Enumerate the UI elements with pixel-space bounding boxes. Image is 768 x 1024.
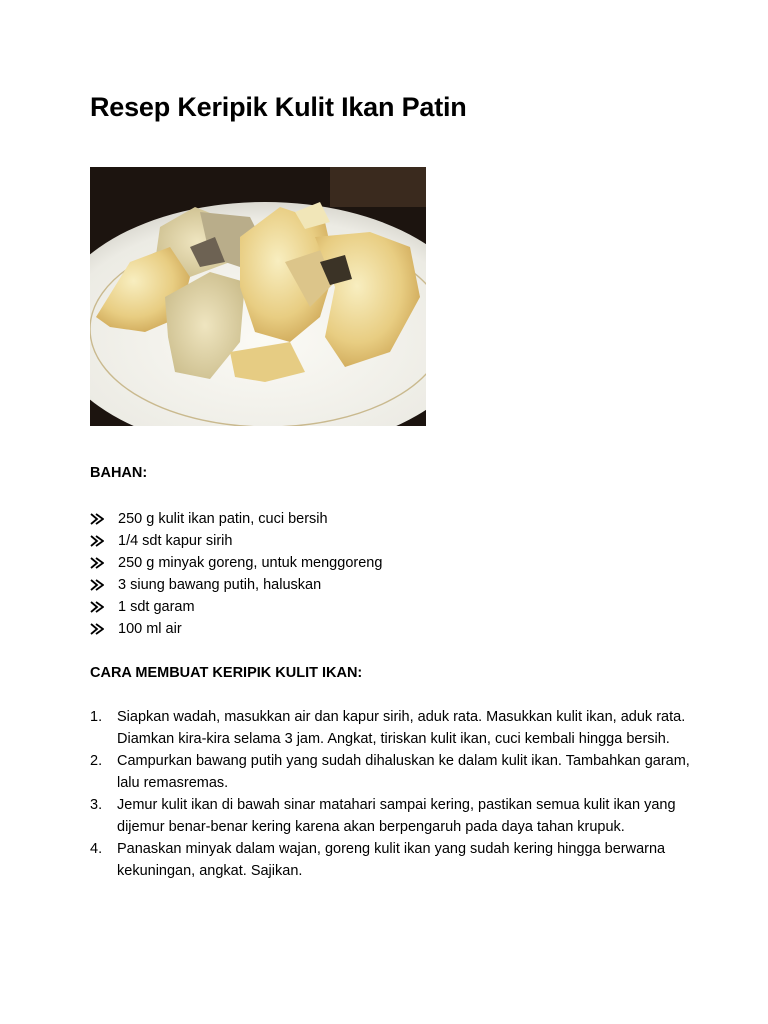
method-step: [90, 838, 690, 882]
step-number: 4.: [90, 841, 103, 857]
arrow-bullet-icon: [90, 557, 104, 569]
ingredient-text: 250 g minyak goreng, untuk menggoreng: [118, 555, 383, 571]
method-steps-list: [90, 706, 690, 882]
step-text: Jemur kulit ikan di bawah sinar matahari sampai kering, pastikan semua kulit ikan yang dijemur benar-benar kering karena akan berpengaruh pada daya tahan krupuk.: [117, 797, 676, 835]
arrow-bullet-icon: [90, 623, 104, 635]
ingredient-item: [90, 574, 382, 596]
step-text: Panaskan minyak dalam wajan, goreng kulit ikan yang sudah kering hingga berwarna kekuningan, angkat. Sajikan.: [117, 841, 666, 879]
step-number: 3.: [90, 797, 103, 813]
ingredient-text: 250 g kulit ikan patin, cuci bersih: [118, 511, 328, 527]
ingredient-item: [90, 508, 382, 530]
method-step: [90, 794, 690, 838]
step-text: Campurkan bawang putih yang sudah dihaluskan ke dalam kulit ikan. Tambahkan garam, lalu remasremas.: [117, 753, 690, 791]
arrow-bullet-icon: [90, 535, 104, 547]
step-number: 1.: [90, 709, 103, 725]
ingredient-item: [90, 552, 382, 574]
page-title: Resep Keripik Kulit Ikan Patin: [90, 92, 467, 122]
method-step: [90, 750, 690, 794]
step-text: Siapkan wadah, masukkan air dan kapur sirih, aduk rata. Masukkan kulit ikan, aduk rata. Diamkan kira-kira selama 3 jam. Angkat, tiriskan kulit ikan, cuci kembali hingga bersih.: [117, 709, 686, 747]
ingredient-text: 100 ml air: [118, 621, 182, 637]
ingredient-text: 1/4 sdt kapur sirih: [118, 533, 233, 549]
ingredients-list: [90, 508, 382, 640]
photo-illustration: [90, 167, 426, 426]
fish-skin-chips-photo: [90, 167, 426, 426]
step-number: 2.: [90, 753, 103, 769]
arrow-bullet-icon: [90, 513, 104, 525]
arrow-bullet-icon: [90, 601, 104, 613]
ingredient-item: [90, 530, 382, 552]
ingredient-item: [90, 596, 382, 618]
arrow-bullet-icon: [90, 579, 104, 591]
method-heading: CARA MEMBUAT KERIPIK KULIT IKAN:: [90, 665, 363, 681]
ingredients-heading: BAHAN:: [90, 465, 148, 481]
ingredient-text: 3 siung bawang putih, haluskan: [118, 577, 322, 593]
ingredient-item: [90, 618, 382, 640]
ingredient-text: 1 sdt garam: [118, 599, 195, 615]
method-step: [90, 706, 690, 750]
